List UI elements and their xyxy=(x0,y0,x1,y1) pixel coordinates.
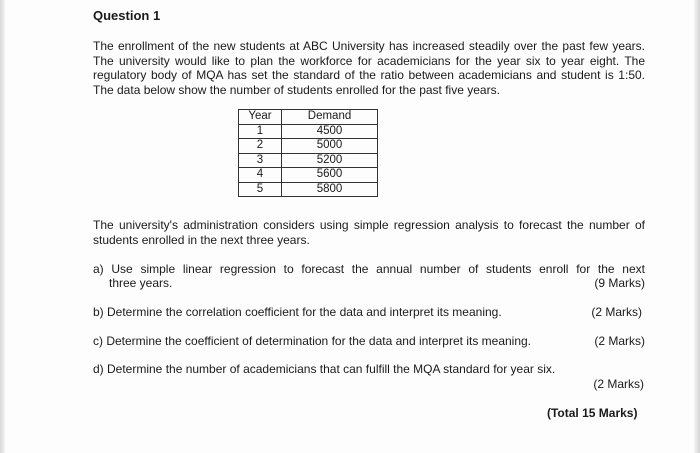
table-cell-year: 5 xyxy=(239,182,282,197)
question-c-marks: (2 Marks) xyxy=(594,334,645,348)
table-cell-demand: 5800 xyxy=(282,182,378,197)
page-shadow-left xyxy=(0,0,5,453)
question-a-marks: (9 Marks) xyxy=(594,276,645,290)
table-cell-demand: 5200 xyxy=(282,153,378,168)
question-b-marks: (2 Marks) xyxy=(591,305,642,319)
page-shadow-right xyxy=(694,0,700,453)
table-cell-demand: 4500 xyxy=(282,124,378,139)
intro-paragraph: The enrollment of the new students at ABC University has increased steadily over the past few years. The university would like to plan the workforce for academicians for the year six to year eight. The regulatory body of MQA has set the standard of the ratio between academicians and student is 1:50. The data below show the number of students enrolled for the past five years. xyxy=(93,39,645,97)
table-header-year: Year xyxy=(239,110,282,125)
table-header-row xyxy=(239,110,378,125)
table-cell-year: 2 xyxy=(239,139,282,154)
table-row xyxy=(239,124,378,139)
table-cell-year: 3 xyxy=(239,153,282,168)
table-cell-year: 4 xyxy=(239,168,282,183)
table-header-demand: Demand xyxy=(282,110,378,125)
admin-paragraph: The university's administration considers using simple regression analysis to forecast the number of students enrolled in the next three years. xyxy=(93,218,645,247)
table-cell-demand: 5000 xyxy=(282,139,378,154)
table-row xyxy=(239,168,378,183)
table-row xyxy=(239,139,378,154)
question-b-text: b) Determine the correlation coefficient for the data and interpret its meaning. xyxy=(93,305,502,319)
total-marks: (Total 15 Marks) xyxy=(547,406,638,420)
question-c-text: c) Determine the coefficient of determination for the data and interpret its meaning. xyxy=(93,334,532,348)
question-d-text: d) Determine the number of academicians that can fulfill the MQA standard for year six. xyxy=(93,362,556,376)
table-cell-year: 1 xyxy=(239,124,282,139)
table-row xyxy=(239,153,378,168)
question-a-line2: three years. xyxy=(109,276,173,290)
question-d-marks: (2 Marks) xyxy=(593,377,644,391)
question-a-line1: a) Use simple linear regression to forecast the annual number of students enroll for the next xyxy=(93,262,645,276)
table-cell-demand: 5600 xyxy=(282,168,378,183)
question-heading: Question 1 xyxy=(93,8,161,23)
enrollment-table xyxy=(238,109,378,197)
table-row xyxy=(239,182,378,197)
